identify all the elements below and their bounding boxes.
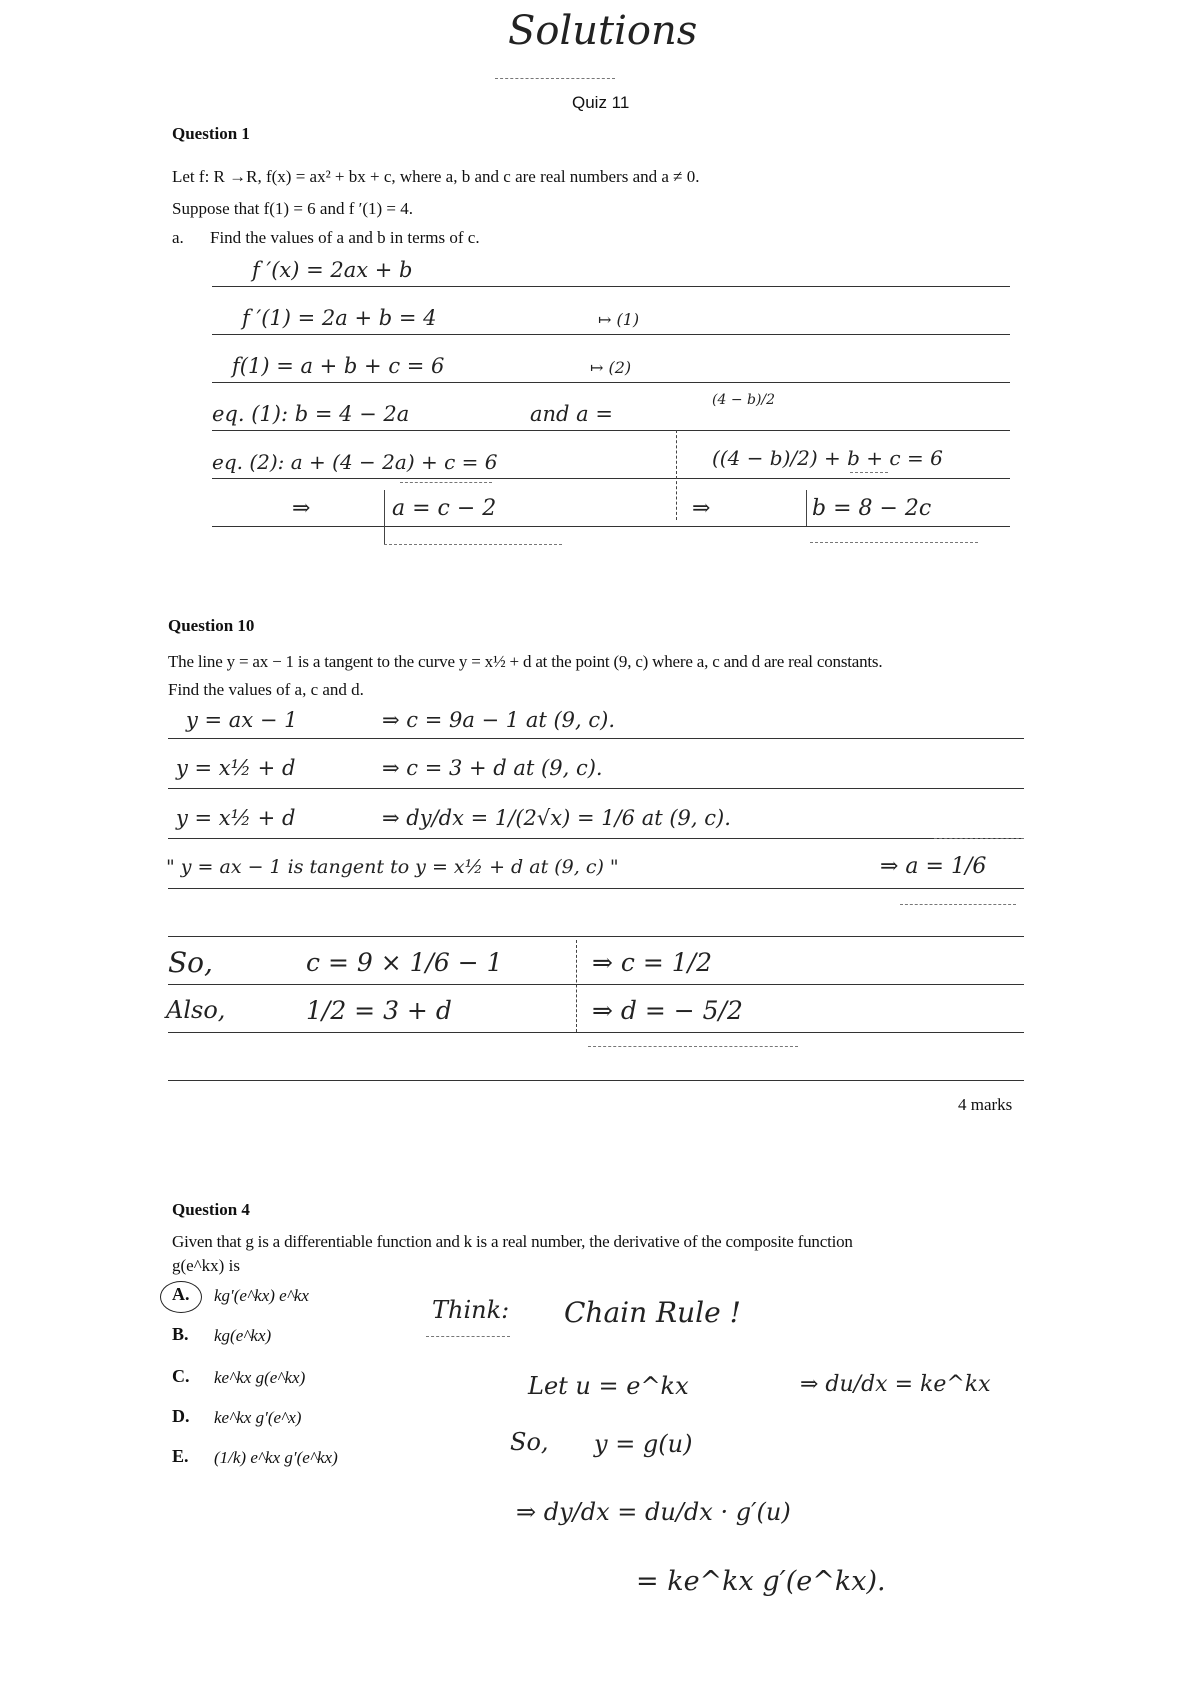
handwritten-work: c = 9 × 1/6 − 1 — [306, 948, 503, 977]
box-edge — [810, 542, 978, 543]
solutions-heading: Solutions — [508, 8, 698, 54]
option-e-letter: E. — [172, 1446, 189, 1466]
answer-line — [212, 478, 1010, 479]
handwritten-work: y = ax − 1 — [186, 708, 298, 732]
question-1-title: Question 1 — [172, 124, 250, 143]
answer-line — [168, 838, 1024, 839]
question-4-title: Question 4 — [172, 1200, 250, 1219]
handwritten-work: (4 − b)/2 — [712, 392, 776, 408]
option-a-text: kg′(e^kx) e^kx — [214, 1286, 309, 1305]
quiz-title: Quiz 11 — [572, 93, 630, 112]
answer-line — [212, 526, 1010, 527]
handwritten-work: and a = — [530, 402, 613, 426]
answer-line — [168, 788, 1024, 789]
handwritten-work: ⇒ — [692, 496, 711, 521]
box-edge — [384, 544, 562, 545]
box-edge — [384, 490, 385, 544]
option-e-text: (1/k) e^kx g′(e^kx) — [214, 1448, 338, 1467]
handwritten-work: f ′(1) = 2a + b = 4 — [242, 306, 437, 330]
answer-line — [168, 738, 1024, 739]
handwritten-work: 1/2 = 3 + d — [306, 996, 452, 1025]
answer-line — [168, 936, 1024, 937]
option-a-letter: A. — [172, 1284, 190, 1304]
answer-line — [212, 334, 1010, 335]
box-edge — [576, 940, 577, 1032]
handwritten-work: So, — [510, 1428, 549, 1456]
option-d-letter: D. — [172, 1406, 190, 1426]
answer-line — [168, 1080, 1024, 1081]
answer-line — [168, 1032, 1024, 1033]
handwritten-work: ⇒ c = 3 + d at (9, c). — [382, 756, 603, 780]
question-4-statement: Given that g is a differentiable function and k is a real number, the derivative of the composite function — [172, 1232, 853, 1251]
box-edge — [900, 904, 1016, 905]
handwritten-work: y = x½ + d — [176, 806, 296, 830]
handwritten-work: Think: — [432, 1296, 510, 1324]
handwritten-work: ↦ (1) — [598, 310, 640, 329]
handwritten-work: Also, — [166, 996, 226, 1024]
handwritten-work: Chain Rule ! — [564, 1296, 741, 1329]
box-edge — [400, 482, 492, 483]
option-b-letter: B. — [172, 1324, 189, 1344]
answer-a-boxed: a = c − 2 — [392, 496, 497, 521]
handwritten-work: f ′(x) = 2ax + b — [252, 258, 413, 282]
answer-d-boxed: ⇒ d = − 5/2 — [592, 996, 743, 1025]
box-edge — [588, 1046, 798, 1047]
handwritten-work: = ke^kx g′(e^kx). — [636, 1566, 886, 1597]
answer-line — [168, 984, 1024, 985]
handwritten-work: So, — [168, 946, 213, 979]
question-1-statement: Let f: R →R, f(x) = ax² + bx + c, where a, b and c are real numbers and a ≠ 0. — [172, 167, 700, 186]
question-4-statement-cont: g(e^kx) is — [172, 1256, 240, 1275]
box-edge — [934, 838, 1024, 839]
handwritten-work: ⇒ — [292, 496, 311, 521]
option-c-letter: C. — [172, 1366, 190, 1386]
option-d-text: ke^kx g′(e^x) — [214, 1408, 302, 1427]
answer-line — [212, 430, 1010, 431]
answer-c-boxed: ⇒ c = 1/2 — [592, 948, 712, 977]
handwritten-work: " y = ax − 1 is tangent to y = x½ + d at (9, c) " — [166, 856, 619, 878]
question-1-part-a-text: Find the values of a and b in terms of c. — [210, 228, 480, 247]
option-b-text: kg(e^kx) — [214, 1326, 272, 1345]
handwritten-work: f(1) = a + b + c = 6 — [232, 354, 445, 378]
handwritten-work: y = x½ + d — [176, 756, 296, 780]
handwritten-work: ⇒ dy/dx = du/dx · g′(u) — [516, 1498, 791, 1526]
box-edge — [676, 430, 677, 520]
solutions-underline — [495, 78, 615, 79]
handwritten-work: eq. (2): a + (4 − 2a) + c = 6 — [212, 450, 498, 474]
answer-line — [212, 382, 1010, 383]
handwritten-work: ((4 − b)/2) + b + c = 6 — [712, 446, 943, 470]
box-edge — [850, 472, 888, 473]
question-1-part-a-label: a. — [172, 228, 184, 247]
answer-line — [168, 888, 1024, 889]
handwritten-work: ↦ (2) — [590, 358, 632, 377]
think-underline — [426, 1336, 510, 1337]
option-c-text: ke^kx g(e^kx) — [214, 1368, 306, 1387]
answer-b-boxed: b = 8 − 2c — [812, 496, 932, 521]
question-10-prompt: Find the values of a, c and d. — [168, 680, 364, 699]
handwritten-work: ⇒ c = 9a − 1 at (9, c). — [382, 708, 616, 732]
handwritten-work: Let u = e^kx — [528, 1372, 689, 1400]
handwritten-work: eq. (1): b = 4 − 2a — [212, 402, 410, 426]
answer-a-boxed: ⇒ a = 1/6 — [880, 854, 987, 879]
handwritten-work: y = g(u) — [594, 1430, 693, 1458]
question-10-title: Question 10 — [168, 616, 255, 635]
question-10-statement: The line y = ax − 1 is a tangent to the curve y = x½ + d at the point (9, c) where a, c and d are real constants. — [168, 652, 883, 671]
question-1-condition: Suppose that f(1) = 6 and f ′(1) = 4. — [172, 199, 414, 218]
box-edge — [806, 490, 807, 526]
handwritten-work: ⇒ dy/dx = 1/(2√x) = 1/6 at (9, c). — [382, 806, 731, 830]
handwritten-work: ⇒ du/dx = ke^kx — [800, 1372, 991, 1397]
answer-line — [212, 286, 1010, 287]
marks-label: 4 marks — [958, 1095, 1013, 1114]
